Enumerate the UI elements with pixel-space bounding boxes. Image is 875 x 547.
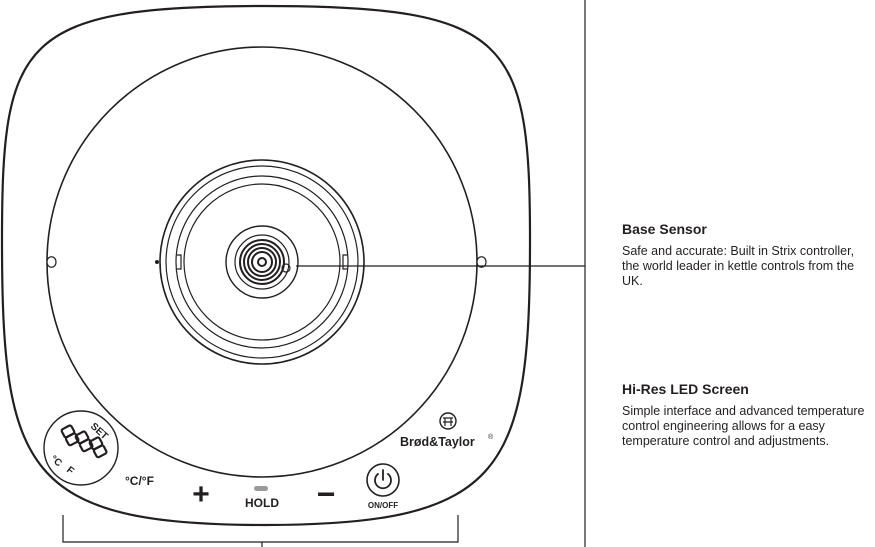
hold-indicator — [254, 486, 268, 491]
connector-notch-left — [177, 255, 181, 269]
callout-led-screen — [622, 380, 870, 449]
power-label: ON/OFF — [367, 501, 399, 510]
connector-ring-3 — [176, 176, 348, 348]
sensor-outer-ring — [226, 226, 298, 298]
brand-label: Brød&Taylor — [400, 435, 475, 449]
power-button[interactable] — [367, 464, 399, 496]
connector-ring-2 — [166, 166, 358, 358]
callout-title: Hi-Res LED Screen — [622, 381, 749, 397]
brand-registered-mark: ® — [488, 434, 494, 441]
connector-ring-4 — [184, 184, 340, 340]
callout-base-sensor — [622, 220, 870, 289]
connector-dot-left — [155, 260, 159, 264]
sensor-center — [258, 258, 266, 266]
hold-button[interactable]: HOLD — [245, 496, 279, 510]
connector-notch-right — [343, 255, 347, 269]
lcd-set-label: SET — [87, 421, 110, 443]
connector-ring-1 — [160, 160, 364, 364]
callout-body: Simple interface and advanced temperature control engineering allows for a easy temperature control and adjustments. — [622, 404, 865, 448]
lcd-unit-c: °C — [48, 453, 64, 470]
plus-button[interactable]: + — [192, 478, 210, 511]
callout-body: Safe and accurate: Built in Strix controller, the world leader in kettle controls from the UK. — [622, 244, 855, 288]
plate-tab-left — [47, 257, 56, 268]
sensor-coil-5 — [252, 252, 272, 272]
plate-circle — [47, 47, 477, 477]
unit-toggle-button[interactable]: °C/°F — [125, 474, 154, 488]
power-icon — [375, 470, 391, 488]
minus-button[interactable]: − — [316, 476, 336, 512]
lcd-unit-f: F — [64, 464, 76, 478]
sensor-coil-2 — [240, 240, 284, 284]
brod-taylor-seal-icon — [440, 413, 456, 429]
panel-bracket — [63, 515, 458, 542]
sensor-coil-3 — [244, 244, 280, 280]
callout-title: Base Sensor — [622, 221, 707, 237]
